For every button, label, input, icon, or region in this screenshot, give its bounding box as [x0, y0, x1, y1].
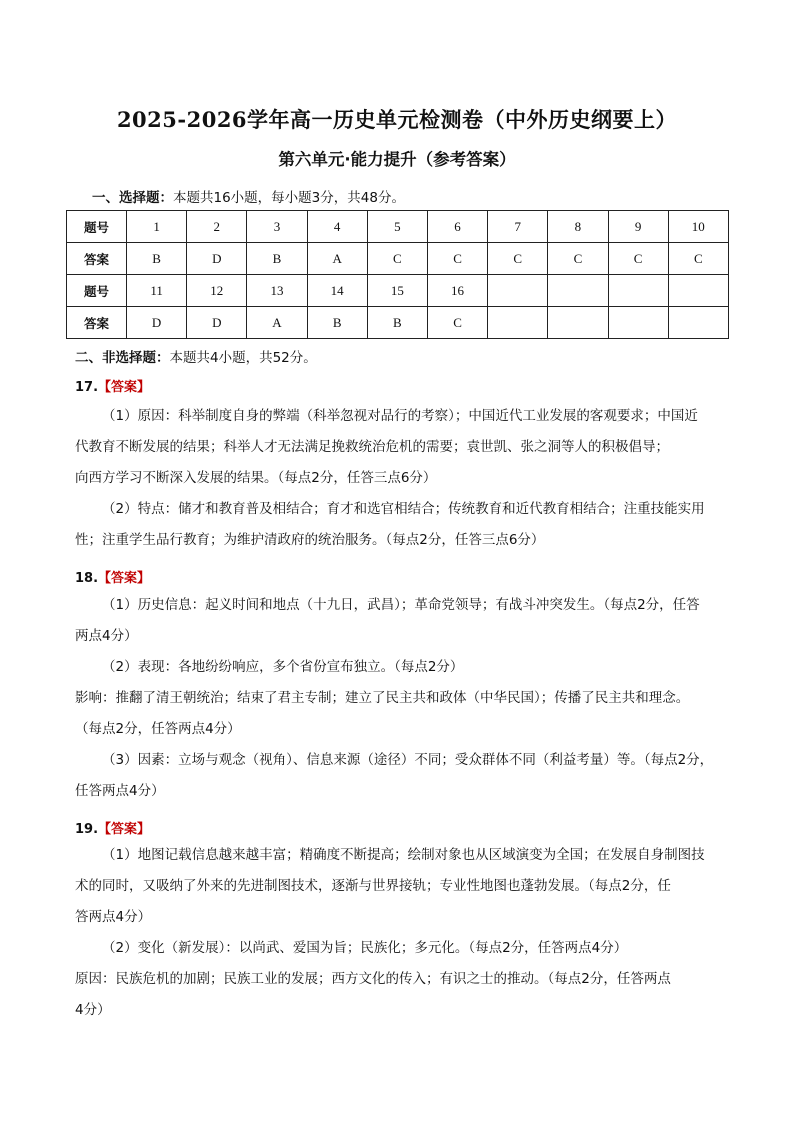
answer-line: （1）地图记载信息越来越丰富；精确度不断提高；绘制对象也从区域演变为全国；在发展自身制图技	[102, 847, 705, 863]
page-subtitle: 第六单元·能力提升（参考答案）	[278, 150, 516, 169]
question-number-cell: 5	[367, 211, 427, 243]
question-18-heading	[75, 567, 150, 586]
question-19-answer	[75, 840, 735, 1026]
question-17-heading	[75, 376, 150, 395]
answer-cell	[668, 307, 728, 339]
section-1-heading	[92, 186, 405, 206]
question-number-cell	[548, 275, 608, 307]
question-number-cell: 14	[307, 275, 367, 307]
answer-cell: B	[127, 243, 187, 275]
page-title: 2025-2026学年高一历史单元检测卷（中外历史纲要上）	[116, 107, 678, 132]
answer-table	[66, 210, 729, 339]
question-number-cell: 9	[608, 211, 668, 243]
question-number-cell	[608, 275, 668, 307]
question-number-cell: 4	[307, 211, 367, 243]
answer-cell	[608, 307, 668, 339]
question-number-cell: 12	[187, 275, 247, 307]
table-row	[67, 211, 729, 243]
question-number-cell: 7	[488, 211, 548, 243]
answer-cell: A	[247, 307, 307, 339]
question-number-cell: 10	[668, 211, 728, 243]
answer-line: 性；注重学生品行教育；为维护清政府的统治服务。（每点2分，任答三点6分）	[75, 532, 545, 548]
answer-cell: C	[668, 243, 728, 275]
section-1-label: 一、选择题：	[92, 190, 173, 206]
answer-line: 影响：推翻了清王朝统治；结束了君主专制；建立了民主共和政体（中华民国）；传播了民主共和理念。	[75, 690, 690, 706]
question-number-cell: 15	[367, 275, 427, 307]
answer-cell: D	[127, 307, 187, 339]
row-label-answer: 答案	[67, 307, 127, 339]
answer-tag: 【答案】	[98, 822, 151, 837]
row-label-question-number: 题号	[67, 275, 127, 307]
answer-line: 原因：民族危机的加剧；民族工业的发展；西方文化的传入；有识之士的推动。（每点2分，任答两点	[75, 971, 671, 987]
answer-cell: B	[367, 307, 427, 339]
answer-line: （每点2分，任答两点4分）	[75, 721, 241, 737]
answer-cell: C	[427, 243, 487, 275]
question-18-answer	[75, 590, 735, 807]
answer-line: （1）原因：科举制度自身的弊端（科举忽视对品行的考察）；中国近代工业发展的客观要求；中国近	[102, 408, 698, 424]
question-19-heading	[75, 818, 150, 837]
table-row	[67, 243, 729, 275]
question-number-cell: 1	[127, 211, 187, 243]
question-number-cell: 6	[427, 211, 487, 243]
answer-line: （3）因素：立场与观念（视角）、信息来源（途径）不同；受众群体不同（利益考量）等。（每点2分，	[102, 752, 714, 768]
question-17-answer	[75, 401, 735, 556]
section-1-desc: 本题共16小题，每小题3分，共48分。	[173, 190, 405, 206]
question-number-cell: 8	[548, 211, 608, 243]
section-2-heading	[75, 346, 317, 366]
answer-cell	[548, 307, 608, 339]
answer-cell: C	[427, 307, 487, 339]
answer-line: 向西方学习不断深入发展的结果。（每点2分，任答三点6分）	[75, 470, 437, 486]
question-number: 18.	[75, 571, 99, 586]
question-number: 17.	[75, 380, 99, 395]
answer-cell: B	[307, 307, 367, 339]
question-number-cell	[488, 275, 548, 307]
row-label-answer: 答案	[67, 243, 127, 275]
question-number-cell: 16	[427, 275, 487, 307]
answer-cell	[488, 307, 548, 339]
answer-line: 4分）	[75, 1002, 111, 1018]
answer-cell: C	[367, 243, 427, 275]
answer-cell: D	[187, 307, 247, 339]
answer-line: 代教育不断发展的结果；科举人才无法满足挽救统治危机的需要；袁世凯、张之洞等人的积极倡导；	[75, 439, 669, 455]
answer-line: （2）表现：各地纷纷响应，多个省份宣布独立。（每点2分）	[102, 659, 464, 675]
answer-tag: 【答案】	[98, 571, 151, 586]
question-number-cell: 13	[247, 275, 307, 307]
answer-cell: B	[247, 243, 307, 275]
table-row	[67, 275, 729, 307]
answer-cell: C	[548, 243, 608, 275]
answer-line: 任答两点4分）	[75, 783, 165, 799]
answer-line: （1）历史信息：起义时间和地点（十九日，武昌）；革命党领导；有战斗冲突发生。（每点2分，任答	[102, 597, 700, 613]
question-number-cell: 3	[247, 211, 307, 243]
question-number-cell	[668, 275, 728, 307]
answer-line: （2）特点：储才和教育普及相结合；育才和选官相结合；传统教育和近代教育相结合；注重技能实用	[102, 501, 705, 517]
section-2-label: 二、非选择题：	[75, 350, 170, 366]
answer-line: 两点4分）	[75, 628, 138, 644]
question-number: 19.	[75, 822, 99, 837]
answer-cell: A	[307, 243, 367, 275]
answer-line: 答两点4分）	[75, 909, 152, 925]
row-label-question-number: 题号	[67, 211, 127, 243]
table-row	[67, 307, 729, 339]
answer-cell: D	[187, 243, 247, 275]
question-number-cell: 2	[187, 211, 247, 243]
section-2-desc: 本题共4小题，共52分。	[169, 350, 317, 366]
answer-cell: C	[608, 243, 668, 275]
question-number-cell: 11	[127, 275, 187, 307]
answer-tag: 【答案】	[98, 380, 151, 395]
answer-cell: C	[488, 243, 548, 275]
answer-line: （2）变化（新发展）：以尚武、爱国为旨；民族化；多元化。（每点2分，任答两点4分）	[102, 940, 628, 956]
answer-line: 术的同时，又吸纳了外来的先进制图技术，逐渐与世界接轨；专业性地图也蓬勃发展。（每点2分，任	[75, 878, 671, 894]
